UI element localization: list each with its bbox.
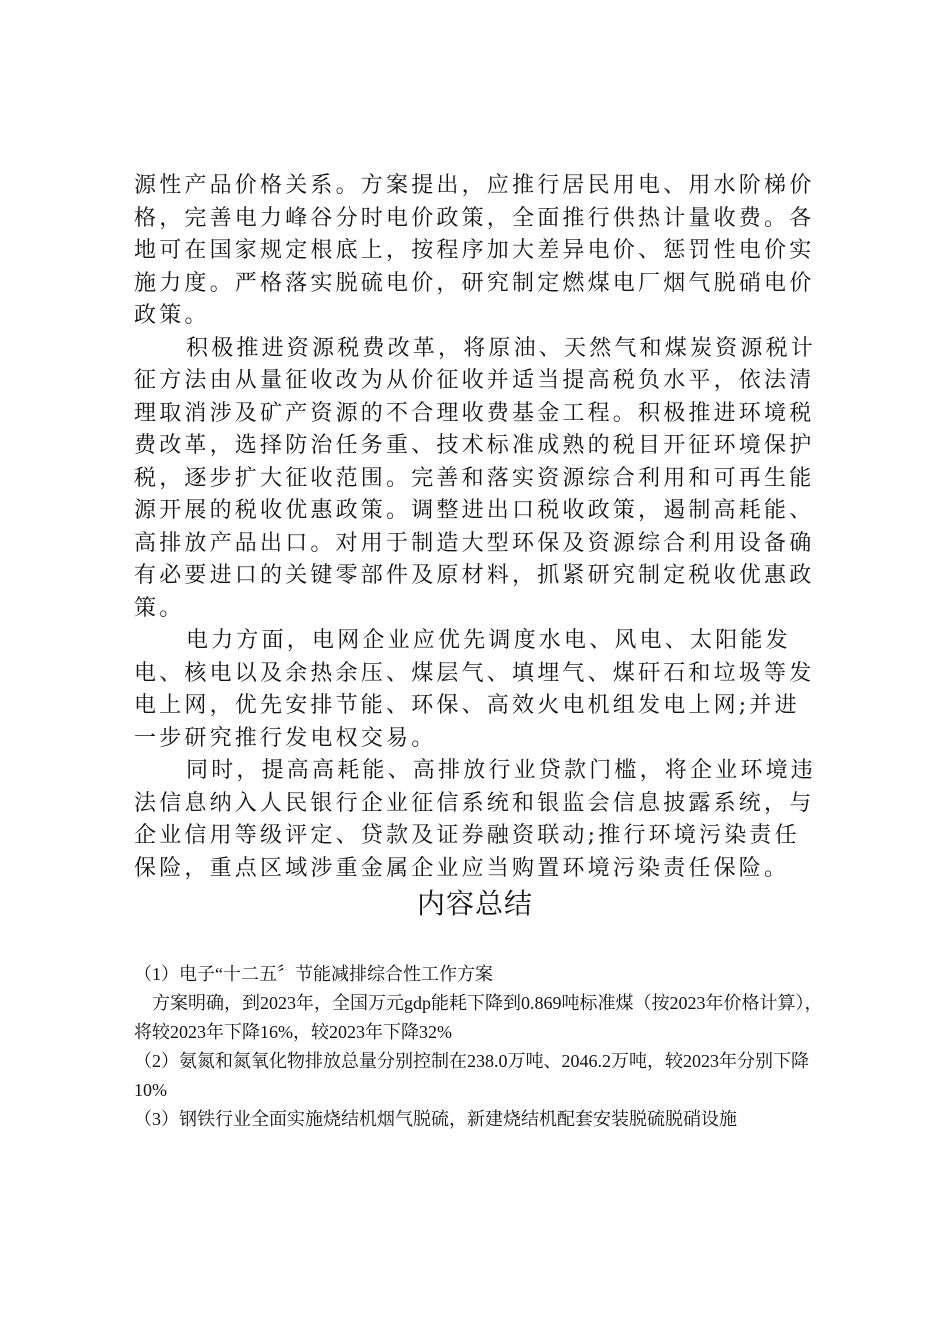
paragraph-pricing: 源性产品价格关系。方案提出，应推行居民用电、用水阶梯价格，完善电力峰谷分时电价政策，全面推行供热计量收费。各地可在国家规定根底上，按程序加大差异电价、惩罚性电价实施力度。严格落实脱硫电价，研究制定燃煤电厂烟气脱硝电价政策。 (134, 173, 815, 328)
summary-item: （3）钢铁行业全面实施烧结机烟气脱硫，新建烧结机配套安装脱硫脱硝设施 (134, 1109, 737, 1129)
section-title: 内容总结 (416, 887, 533, 920)
paragraph-credit-policy: 同时，提高高耗能、高排放行业贷款门槛，将企业环境违法信息纳入人民银行企业征信系统和银监会信息披露系统，与企业信用等级评定、贷款及证券融资联动;推行环境污染责任保险，重点区域涉重金属企业应当购置环境污染责任保险。 (134, 758, 817, 881)
paragraph-resource-tax: 积极推进资源税费改革，将原油、天然气和煤炭资源税计征方法由从量征收改为从价征收并适当提高税负水平，依法清理取消涉及矿产资源的不合理收费基金工程。积极推进环境税费改革，选择防治任务重、技术标准成熟的税目开征环境保护税，逐步扩大征收范围。完善和落实资源综合利用和可再生能源开展的税收优惠政策。调整进出口税收政策，遏制高耗能、高排放产品出口。对用于制造大型环保及资源综合利用设备确有必要进口的关键零部件及原材料，抓紧研究制定税收优惠政策。 (134, 335, 817, 621)
body-text (134, 170, 824, 885)
summary-item: （2）氨氮和氮氧化物排放总量分别控制在238.0万吨、2046.2万吨，较2023年分别下降10% (134, 1051, 809, 1100)
summary-item: 方案明确，到2023年，全国万元gdp能耗下降到0.869吨标准煤（按2023年价格计算），将较2023年下降16%，较2023年下降32% (134, 993, 823, 1042)
summary-list (134, 960, 824, 1134)
summary-item: （1）电子“十二五〞节能减排综合性工作方案 (134, 964, 493, 984)
paragraph-power-dispatch: 电力方面，电网企业应优先调度水电、风电、太阳能发电、核电以及余热余压、煤层气、填埋气、煤矸石和垃圾等发电上网，优先安排节能、环保、高效火电机组发电上网;并进一步研究推行发电权交易。 (134, 628, 815, 751)
